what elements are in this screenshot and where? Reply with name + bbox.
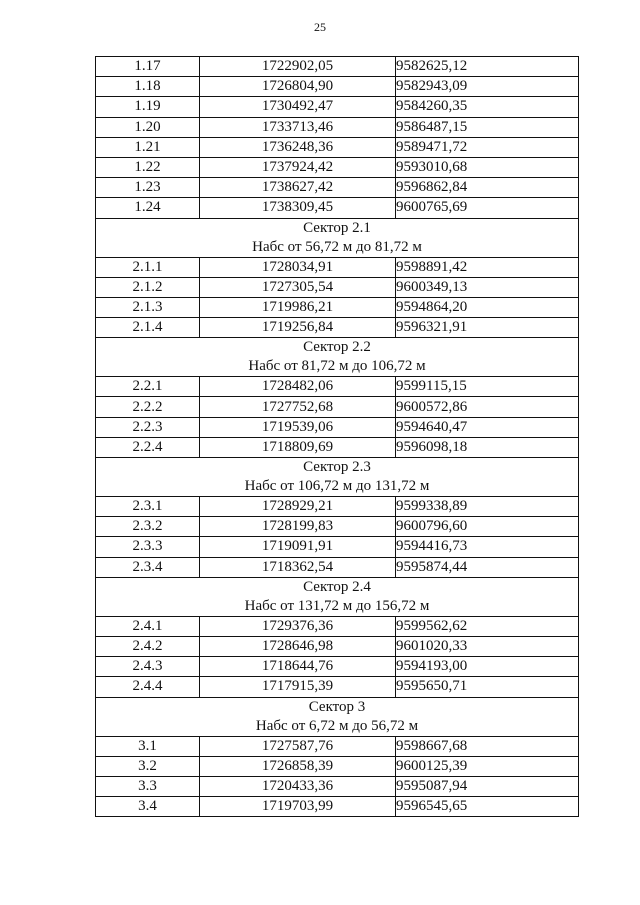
y-coordinate-cell: 9596321,91 — [396, 318, 579, 338]
x-coordinate-cell: 1727587,76 — [200, 736, 396, 756]
y-coordinate-cell: 9599562,62 — [396, 616, 579, 636]
table-row — [96, 756, 579, 776]
sector-range: Набс от 81,72 м до 106,72 м — [248, 358, 426, 375]
point-number-cell: 1.23 — [96, 178, 200, 198]
table-row — [96, 776, 579, 796]
point-number-cell: 1.17 — [96, 57, 200, 77]
sector-title: Сектор 3 — [308, 698, 366, 715]
x-coordinate-cell: 1719539,06 — [200, 417, 396, 437]
point-number-cell: 2.4.2 — [96, 636, 200, 656]
y-coordinate-cell: 9582943,09 — [396, 77, 579, 97]
x-coordinate-cell: 1728646,98 — [200, 636, 396, 656]
y-coordinate-cell: 9595874,44 — [396, 557, 579, 577]
sector-header-row — [96, 697, 579, 736]
y-coordinate-cell: 9599115,15 — [396, 377, 579, 397]
x-coordinate-cell: 1733713,46 — [200, 117, 396, 137]
x-coordinate-cell: 1720433,36 — [200, 776, 396, 796]
sector-header — [96, 338, 579, 377]
point-number-cell: 2.3.2 — [96, 517, 200, 537]
sector-header-row — [96, 577, 579, 616]
sector-header — [96, 218, 579, 257]
coordinates-table-body — [96, 57, 579, 817]
point-number-cell: 2.2.1 — [96, 377, 200, 397]
coordinates-table — [95, 56, 579, 817]
y-coordinate-cell: 9599338,89 — [396, 497, 579, 517]
point-number-cell: 2.4.4 — [96, 677, 200, 697]
point-number-cell: 2.2.4 — [96, 437, 200, 457]
x-coordinate-cell: 1727305,54 — [200, 277, 396, 297]
y-coordinate-cell: 9600765,69 — [396, 198, 579, 218]
sector-title: Сектор 2.2 — [303, 339, 371, 356]
x-coordinate-cell: 1726858,39 — [200, 756, 396, 776]
table-row — [96, 797, 579, 817]
x-coordinate-cell: 1717915,39 — [200, 677, 396, 697]
table-row — [96, 277, 579, 297]
sector-range: Набс от 6,72 м до 56,72 м — [255, 717, 419, 734]
sector-range: Набс от 131,72 м до 156,72 м — [244, 597, 430, 614]
x-coordinate-cell: 1728034,91 — [200, 257, 396, 277]
y-coordinate-cell: 9598891,42 — [396, 257, 579, 277]
x-coordinate-cell: 1718809,69 — [200, 437, 396, 457]
x-coordinate-cell: 1730492,47 — [200, 97, 396, 117]
table-row — [96, 557, 579, 577]
table-row — [96, 657, 579, 677]
point-number-cell: 1.18 — [96, 77, 200, 97]
y-coordinate-cell: 9596098,18 — [396, 437, 579, 457]
x-coordinate-cell: 1738309,45 — [200, 198, 396, 218]
y-coordinate-cell: 9593010,68 — [396, 157, 579, 177]
table-row — [96, 198, 579, 218]
y-coordinate-cell: 9600572,86 — [396, 397, 579, 417]
y-coordinate-cell: 9594193,00 — [396, 657, 579, 677]
point-number-cell: 1.21 — [96, 137, 200, 157]
sector-header — [96, 697, 579, 736]
point-number-cell: 2.3.4 — [96, 557, 200, 577]
table-row — [96, 137, 579, 157]
x-coordinate-cell: 1736248,36 — [200, 137, 396, 157]
sector-header — [96, 458, 579, 497]
y-coordinate-cell: 9596862,84 — [396, 178, 579, 198]
table-row — [96, 318, 579, 338]
point-number-cell: 2.1.4 — [96, 318, 200, 338]
point-number-cell: 2.2.2 — [96, 397, 200, 417]
x-coordinate-cell: 1719703,99 — [200, 797, 396, 817]
y-coordinate-cell: 9600796,60 — [396, 517, 579, 537]
x-coordinate-cell: 1727752,68 — [200, 397, 396, 417]
table-row — [96, 537, 579, 557]
table-row — [96, 57, 579, 77]
point-number-cell: 2.4.3 — [96, 657, 200, 677]
table-row — [96, 497, 579, 517]
table-row — [96, 417, 579, 437]
x-coordinate-cell: 1738627,42 — [200, 178, 396, 198]
table-row — [96, 736, 579, 756]
table-row — [96, 97, 579, 117]
table-row — [96, 437, 579, 457]
point-number-cell: 2.1.3 — [96, 297, 200, 317]
table-row — [96, 636, 579, 656]
table-row — [96, 77, 579, 97]
y-coordinate-cell: 9598667,68 — [396, 736, 579, 756]
point-number-cell: 1.22 — [96, 157, 200, 177]
x-coordinate-cell: 1719091,91 — [200, 537, 396, 557]
x-coordinate-cell: 1737924,42 — [200, 157, 396, 177]
sector-header — [96, 577, 579, 616]
sector-title: Сектор 2.1 — [303, 219, 371, 236]
sector-header-row — [96, 218, 579, 257]
y-coordinate-cell: 9584260,35 — [396, 97, 579, 117]
point-number-cell: 3.1 — [96, 736, 200, 756]
x-coordinate-cell: 1722902,05 — [200, 57, 396, 77]
table-row — [96, 616, 579, 636]
y-coordinate-cell: 9586487,15 — [396, 117, 579, 137]
table-row — [96, 517, 579, 537]
y-coordinate-cell: 9594416,73 — [396, 537, 579, 557]
point-number-cell: 1.19 — [96, 97, 200, 117]
sector-range: Набс от 56,72 м до 81,72 м — [252, 238, 422, 255]
x-coordinate-cell: 1728199,83 — [200, 517, 396, 537]
y-coordinate-cell: 9594640,47 — [396, 417, 579, 437]
point-number-cell: 2.4.1 — [96, 616, 200, 636]
sector-range: Набс от 106,72 м до 131,72 м — [244, 478, 430, 494]
table-row — [96, 397, 579, 417]
point-number-cell: 3.2 — [96, 756, 200, 776]
x-coordinate-cell: 1729376,36 — [200, 616, 396, 636]
y-coordinate-cell: 9600349,13 — [396, 277, 579, 297]
point-number-cell: 2.3.1 — [96, 497, 200, 517]
point-number-cell: 3.3 — [96, 776, 200, 796]
table-row — [96, 677, 579, 697]
y-coordinate-cell: 9600125,39 — [396, 756, 579, 776]
x-coordinate-cell: 1718362,54 — [200, 557, 396, 577]
y-coordinate-cell: 9589471,72 — [396, 137, 579, 157]
point-number-cell: 1.20 — [96, 117, 200, 137]
point-number-cell: 2.3.3 — [96, 537, 200, 557]
x-coordinate-cell: 1718644,76 — [200, 657, 396, 677]
y-coordinate-cell: 9596545,65 — [396, 797, 579, 817]
x-coordinate-cell: 1728482,06 — [200, 377, 396, 397]
table-row — [96, 377, 579, 397]
point-number-cell: 2.2.3 — [96, 417, 200, 437]
x-coordinate-cell: 1728929,21 — [200, 497, 396, 517]
table-row — [96, 257, 579, 277]
page-number: 25 — [314, 20, 326, 34]
sector-title: Сектор 2.3 — [303, 459, 371, 475]
y-coordinate-cell: 9595650,71 — [396, 677, 579, 697]
x-coordinate-cell: 1719256,84 — [200, 318, 396, 338]
table-row — [96, 297, 579, 317]
table-row — [96, 178, 579, 198]
y-coordinate-cell: 9594864,20 — [396, 297, 579, 317]
point-number-cell: 2.1.2 — [96, 277, 200, 297]
sector-title: Сектор 2.4 — [303, 578, 371, 595]
sector-header-row — [96, 458, 579, 497]
y-coordinate-cell: 9582625,12 — [396, 57, 579, 77]
x-coordinate-cell: 1719986,21 — [200, 297, 396, 317]
y-coordinate-cell: 9601020,33 — [396, 636, 579, 656]
point-number-cell: 3.4 — [96, 797, 200, 817]
table-row — [96, 117, 579, 137]
x-coordinate-cell: 1726804,90 — [200, 77, 396, 97]
point-number-cell: 2.1.1 — [96, 257, 200, 277]
y-coordinate-cell: 9595087,94 — [396, 776, 579, 796]
sector-header-row — [96, 338, 579, 377]
point-number-cell: 1.24 — [96, 198, 200, 218]
table-row — [96, 157, 579, 177]
